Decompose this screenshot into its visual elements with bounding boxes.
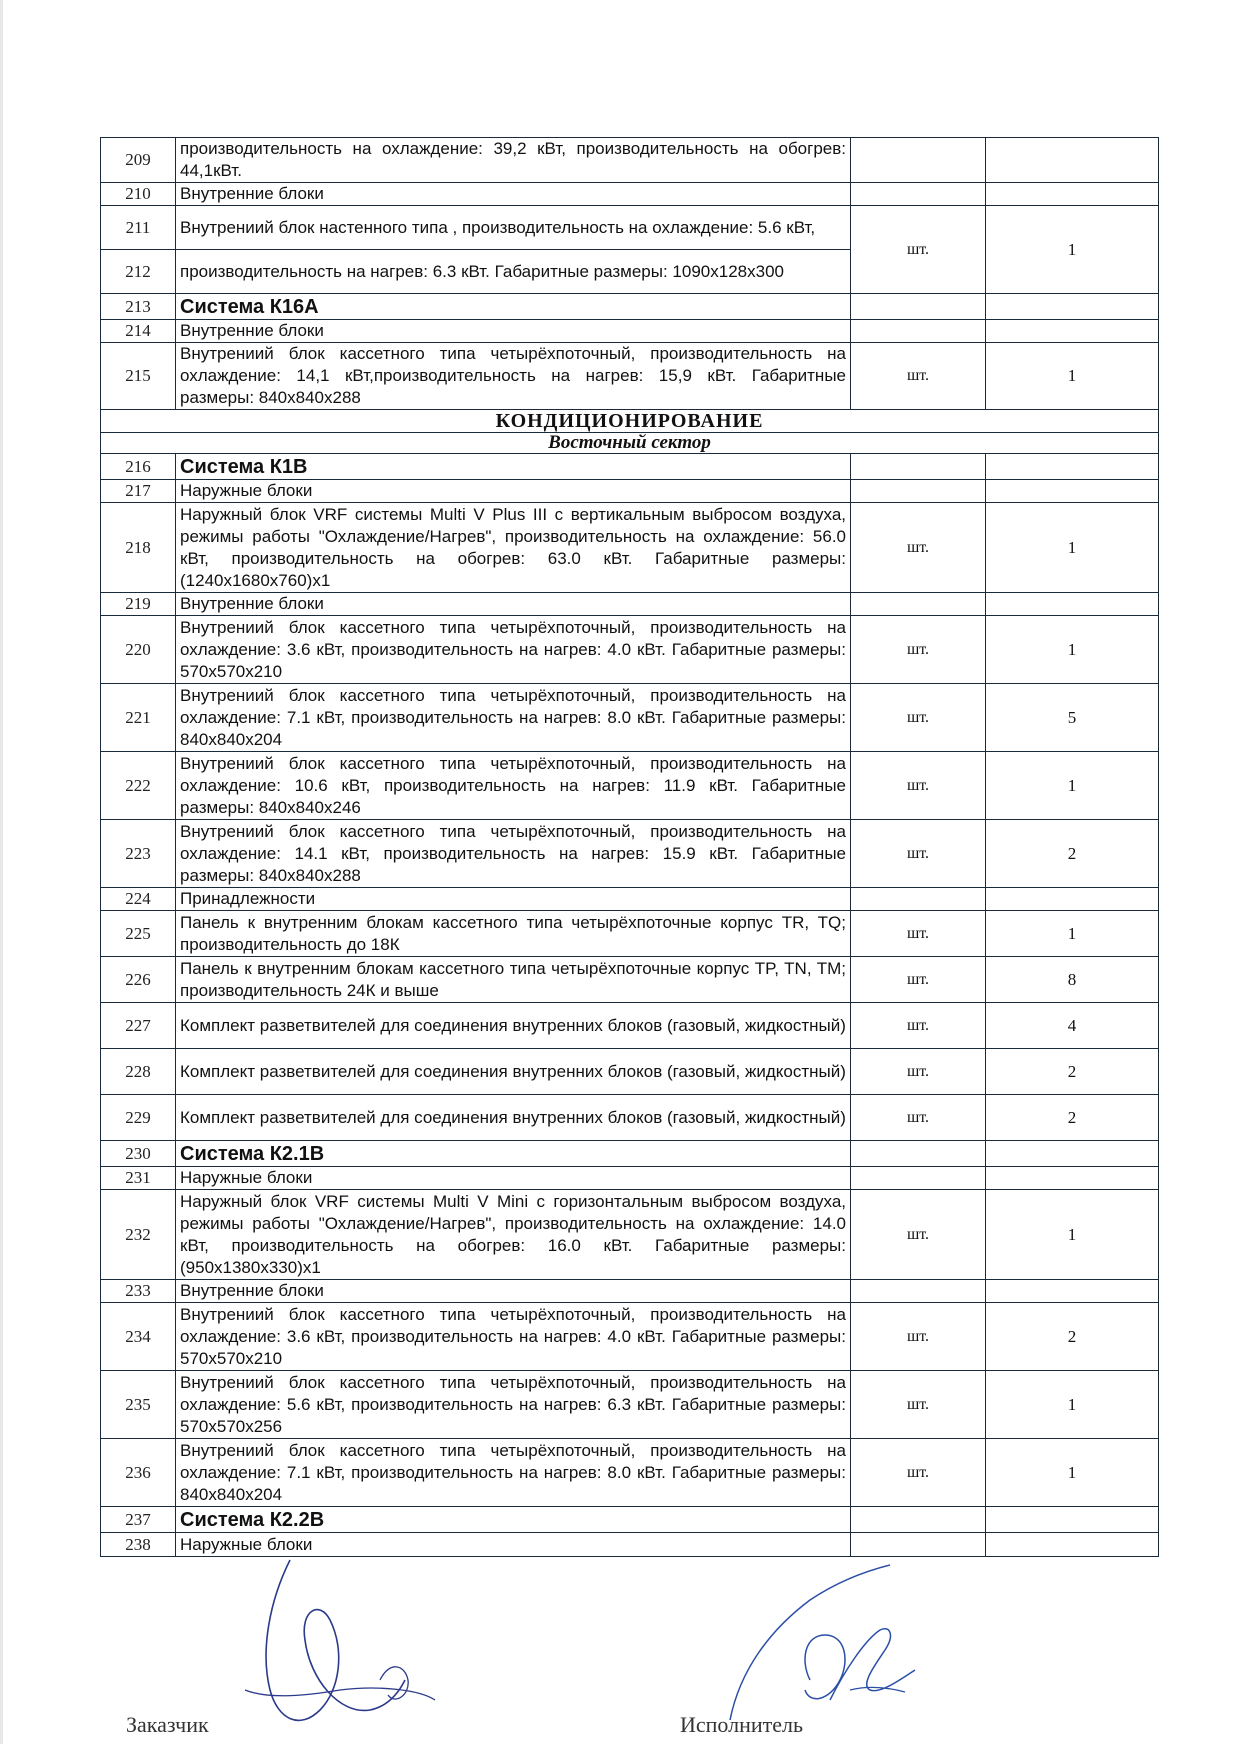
table-row — [101, 1003, 1159, 1049]
row-description: Панель к внутренним блокам кассетного типа четырёхпоточные корпус TP, TN, TM; производительность 24К и выше — [176, 957, 851, 1003]
table-row — [101, 1190, 1159, 1280]
row-quantity — [986, 1141, 1159, 1167]
row-quantity: 1 — [986, 1439, 1159, 1507]
row-quantity: 2 — [986, 1049, 1159, 1095]
table-row — [101, 320, 1159, 343]
table-row — [101, 206, 1159, 250]
row-unit: шт. — [851, 820, 986, 888]
row-quantity: 1 — [986, 206, 1159, 294]
row-quantity: 2 — [986, 1303, 1159, 1371]
row-description: Наружные блоки — [176, 1533, 851, 1557]
row-description: Внутренние блоки — [176, 320, 851, 343]
row-unit — [851, 454, 986, 480]
row-number: 218 — [101, 503, 176, 593]
row-quantity — [986, 1533, 1159, 1557]
table-row — [101, 957, 1159, 1003]
row-number: 237 — [101, 1507, 176, 1533]
row-quantity: 1 — [986, 1371, 1159, 1439]
row-number: 216 — [101, 454, 176, 480]
row-quantity — [986, 1280, 1159, 1303]
row-unit: шт. — [851, 1095, 986, 1141]
row-description: производительность на охлаждение: 39,2 кВт, производительность на обогрев: 44,1кВт. — [176, 138, 851, 183]
row-description: Внутрениий блок кассетного типа четырёхпоточный, производительность на охлаждение: 5.6 кВт, производительность на нагрев: 6.3 кВт. Габаритные размеры: 570x570x256 — [176, 1371, 851, 1439]
row-quantity — [986, 593, 1159, 616]
row-quantity: 1 — [986, 343, 1159, 410]
table-row — [101, 820, 1159, 888]
row-quantity: 4 — [986, 1003, 1159, 1049]
row-quantity — [986, 480, 1159, 503]
subsection-row — [101, 433, 1159, 454]
row-quantity: 5 — [986, 684, 1159, 752]
row-unit: шт. — [851, 616, 986, 684]
row-number: 211 — [101, 206, 176, 250]
row-description: Комплект разветвителей для соединения внутренних блоков (газовый, жидкостный) — [176, 1049, 851, 1095]
row-unit: шт. — [851, 1303, 986, 1371]
row-number: 230 — [101, 1141, 176, 1167]
row-number: 219 — [101, 593, 176, 616]
row-number: 226 — [101, 957, 176, 1003]
table-row — [101, 1507, 1159, 1533]
row-number: 215 — [101, 343, 176, 410]
row-description: Внутрениий блок кассетного типа четырёхпоточный, производительность на охлаждение: 14.1 кВт, производительность на нагрев: 15.9 кВт. Габаритные размеры: 840x840x288 — [176, 820, 851, 888]
specification-table — [100, 137, 1159, 1557]
row-description: Внутрениий блок кассетного типа четырёхпоточный, производительность на охлаждение: 7.1 кВт, производительность на нагрев: 8.0 кВт. Габаритные размеры: 840x840x204 — [176, 1439, 851, 1507]
row-unit: шт. — [851, 1439, 986, 1507]
row-quantity — [986, 138, 1159, 183]
row-number: 223 — [101, 820, 176, 888]
row-unit — [851, 1280, 986, 1303]
table-row — [101, 480, 1159, 503]
row-description: Наружный блок VRF системы Multi V Plus III с вертикальным выбросом воздуха, режимы работы "Охлаждение/Нагрев", производительность на охлаждение: 56.0 кВт, производительность на обогрев: 63.0 кВт. Габаритные размеры: (1240x1680x760)x1 — [176, 503, 851, 593]
row-unit — [851, 888, 986, 911]
row-description: Внутрениий блок кассетного типа четырёхпоточный, производительность на охлаждение: 7.1 кВт, производительность на нагрев: 8.0 кВт. Габаритные размеры: 840x840x204 — [176, 684, 851, 752]
row-unit — [851, 1167, 986, 1190]
customer-label: Заказчик — [126, 1712, 209, 1737]
row-description: Наружный блок VRF системы Multi V Mini с горизонтальным выбросом воздуха, режимы работы "Охлаждение/Нагрев", производительность на охлаждение: 14.0 кВт, производительность на обогрев: 16.0 кВт. Габаритные размеры: (950x1380x330)x1 — [176, 1190, 851, 1280]
row-unit — [851, 138, 986, 183]
row-quantity: 1 — [986, 911, 1159, 957]
row-unit — [851, 294, 986, 320]
row-number: 210 — [101, 183, 176, 206]
system-heading: Система К1В — [176, 454, 851, 480]
scan-edge — [0, 0, 3, 1744]
row-quantity — [986, 183, 1159, 206]
row-number: 229 — [101, 1095, 176, 1141]
row-description: Внутренние блоки — [176, 593, 851, 616]
row-description: Комплект разветвителей для соединения внутренних блоков (газовый, жидкостный) — [176, 1003, 851, 1049]
row-quantity — [986, 1507, 1159, 1533]
table-row — [101, 1049, 1159, 1095]
table-row — [101, 294, 1159, 320]
row-unit — [851, 1141, 986, 1167]
row-quantity: 2 — [986, 820, 1159, 888]
system-heading: Система К2.1В — [176, 1141, 851, 1167]
row-description: Принадлежности — [176, 888, 851, 911]
row-unit — [851, 480, 986, 503]
table-row — [101, 1303, 1159, 1371]
table-row — [101, 343, 1159, 410]
row-number: 221 — [101, 684, 176, 752]
row-quantity — [986, 320, 1159, 343]
row-quantity: 8 — [986, 957, 1159, 1003]
table-row — [101, 684, 1159, 752]
row-unit: шт. — [851, 1190, 986, 1280]
row-unit: шт. — [851, 957, 986, 1003]
row-number: 222 — [101, 752, 176, 820]
row-description: Внутрениий блок кассетного типа четырёхпоточный, производительность на охлаждение: 3.6 кВт, производительность на нагрев: 4.0 кВт. Габаритные размеры: 570x570x210 — [176, 1303, 851, 1371]
subsection-title: Восточный сектор — [101, 433, 1159, 454]
row-unit: шт. — [851, 206, 986, 294]
row-unit: шт. — [851, 911, 986, 957]
section-title: КОНДИЦИОНИРОВАНИЕ — [101, 410, 1159, 433]
row-quantity: 1 — [986, 616, 1159, 684]
table-row — [101, 1371, 1159, 1439]
row-unit — [851, 183, 986, 206]
row-unit: шт. — [851, 684, 986, 752]
row-unit: шт. — [851, 752, 986, 820]
row-description: Наружные блоки — [176, 480, 851, 503]
row-number: 220 — [101, 616, 176, 684]
row-description: Наружные блоки — [176, 1167, 851, 1190]
row-unit: шт. — [851, 1049, 986, 1095]
row-quantity — [986, 1167, 1159, 1190]
row-quantity: 1 — [986, 1190, 1159, 1280]
row-number: 213 — [101, 294, 176, 320]
row-quantity: 1 — [986, 503, 1159, 593]
table-row — [101, 752, 1159, 820]
row-number: 234 — [101, 1303, 176, 1371]
row-description: Панель к внутренним блокам кассетного типа четырёхпоточные корпус TR, TQ; производительность до 18К — [176, 911, 851, 957]
table-row — [101, 1095, 1159, 1141]
row-number: 209 — [101, 138, 176, 183]
row-number: 231 — [101, 1167, 176, 1190]
row-description: Внутрениий блок настенного типа , производительность на охлаждение: 5.6 кВт, — [176, 206, 851, 250]
row-quantity: 2 — [986, 1095, 1159, 1141]
table-row — [101, 888, 1159, 911]
table-row — [101, 1141, 1159, 1167]
table-row — [101, 503, 1159, 593]
row-quantity: 1 — [986, 752, 1159, 820]
row-quantity — [986, 888, 1159, 911]
row-number: 238 — [101, 1533, 176, 1557]
row-number: 214 — [101, 320, 176, 343]
row-description: Внутрениий блок кассетного типа четырёхпоточный, производительность на охлаждение: 14,1 кВт,производительность на нагрев: 15,9 кВт. Габаритные размеры: 840x840x288 — [176, 343, 851, 410]
row-number: 233 — [101, 1280, 176, 1303]
row-unit: шт. — [851, 503, 986, 593]
row-description: Комплект разветвителей для соединения внутренних блоков (газовый, жидкостный) — [176, 1095, 851, 1141]
row-number: 228 — [101, 1049, 176, 1095]
row-number: 224 — [101, 888, 176, 911]
row-number: 236 — [101, 1439, 176, 1507]
row-number: 232 — [101, 1190, 176, 1280]
system-heading: Система К2.2В — [176, 1507, 851, 1533]
contractor-label: Исполнитель — [680, 1712, 804, 1737]
row-number: 212 — [101, 250, 176, 294]
section-row — [101, 410, 1159, 433]
table-row — [101, 616, 1159, 684]
row-description: Внутренние блоки — [176, 1280, 851, 1303]
table-row — [101, 1280, 1159, 1303]
table-row — [101, 183, 1159, 206]
row-unit: шт. — [851, 343, 986, 410]
table-row — [101, 138, 1159, 183]
row-unit — [851, 320, 986, 343]
row-description: Внутрениий блок кассетного типа четырёхпоточный, производительность на охлаждение: 10.6 кВт, производительность на нагрев: 11.9 кВт. Габаритные размеры: 840x840x246 — [176, 752, 851, 820]
table-row — [101, 911, 1159, 957]
table-row — [101, 454, 1159, 480]
system-heading: Система К16А — [176, 294, 851, 320]
row-unit: шт. — [851, 1371, 986, 1439]
row-quantity — [986, 294, 1159, 320]
row-unit: шт. — [851, 1003, 986, 1049]
table-row — [101, 593, 1159, 616]
table-row — [101, 1439, 1159, 1507]
row-number: 227 — [101, 1003, 176, 1049]
row-description: Внутрениий блок кассетного типа четырёхпоточный, производительность на охлаждение: 3.6 кВт, производительность на нагрев: 4.0 кВт. Габаритные размеры: 570x570x210 — [176, 616, 851, 684]
row-number: 235 — [101, 1371, 176, 1439]
row-description: производительность на нагрев: 6.3 кВт. Габаритные размеры: 1090x128x300 — [176, 250, 851, 294]
customer-signature — [230, 1540, 460, 1744]
row-number: 217 — [101, 480, 176, 503]
row-number: 225 — [101, 911, 176, 957]
row-unit — [851, 1507, 986, 1533]
row-unit — [851, 593, 986, 616]
row-description: Внутренние блоки — [176, 183, 851, 206]
table-row — [101, 1167, 1159, 1190]
row-quantity — [986, 454, 1159, 480]
contractor-signature — [700, 1540, 960, 1730]
